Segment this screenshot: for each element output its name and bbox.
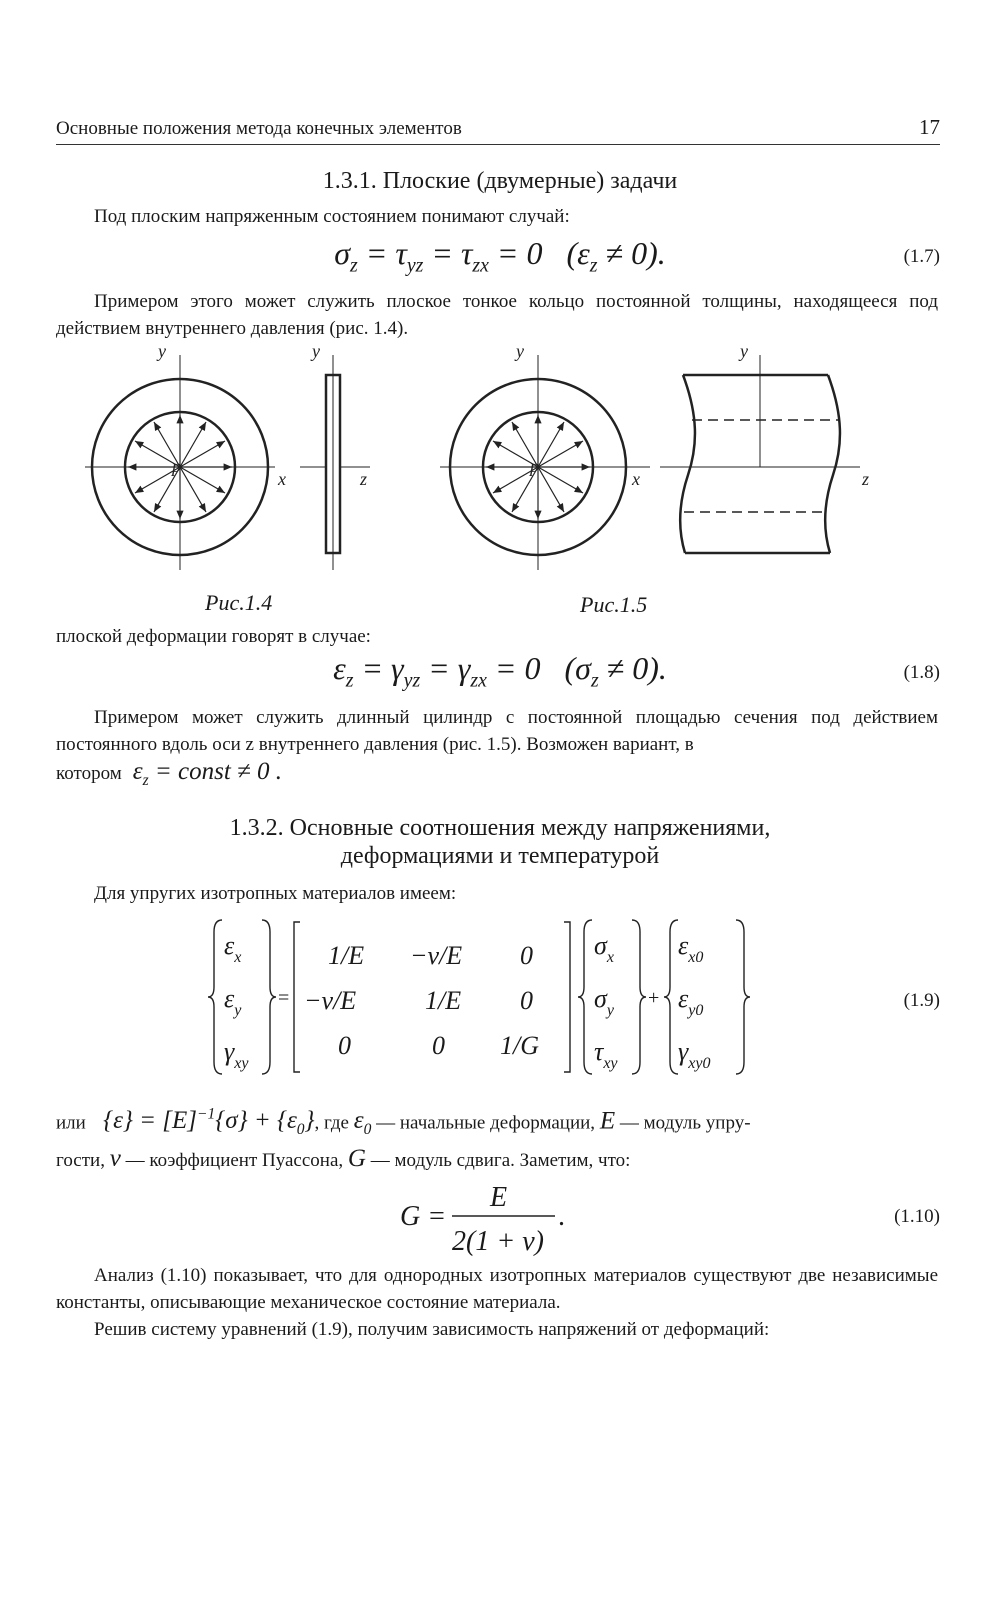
text-kotorom: котором: [56, 763, 122, 784]
text-poisson: — коэффициент Пуассона,: [125, 1150, 344, 1171]
svg-text:εy: $\varepsilon_y$: [224, 984, 242, 1019]
svg-text:σy: $\sigma_y$: [594, 984, 614, 1019]
svg-text:εy0: $\varepsilon_{y0}$: [678, 984, 704, 1019]
paragraph-solving: Решив систему уравнений (1.9), получим зависимость напряжений от деформаций:: [94, 1319, 770, 1340]
svg-text:0: 0: [432, 1031, 445, 1060]
caption-fig-1-5: Рис.1.5: [580, 592, 648, 617]
cylinder-section-view: [440, 355, 650, 570]
fig15-axis-x: x: [632, 469, 640, 489]
text-gde: , где: [314, 1112, 349, 1134]
fig15-side-axis-y: y: [740, 341, 748, 361]
fig15-pressure: p: [530, 456, 539, 476]
svg-text:σx: $\sigma_x$: [594, 931, 614, 966]
fig15-axis-y: y: [516, 341, 524, 361]
equation-number-1-7: (1.7): [903, 246, 940, 267]
fig14-side-axis-z: z: [360, 469, 368, 489]
formula-matrix-form: $\{\varepsilon\} = [E]^{-1}\{\sigma\} + \{\varepsilon_0\}$: [90, 1106, 315, 1139]
fig14-pressure: p: [172, 456, 181, 476]
svg-text:.: .: [558, 1201, 565, 1232]
paragraph-matrix-form: или $\{\varepsilon\} = [E]^{-1}\{\sigma\} + \{\varepsilon_0\}$, где $\varepsilon_0$ — начальные деформации, E — модуль упру-: [56, 1106, 751, 1139]
equation-1-10: [390, 1178, 610, 1258]
equation-number-1-8: (1.8): [903, 662, 940, 683]
section-title-1-3-2-line2: деформациями и температурой: [340, 843, 660, 869]
fig14-axis-x: x: [278, 469, 286, 489]
equation-number-1-10: (1.10): [894, 1206, 940, 1227]
fig15-side-axis-z: z: [862, 469, 870, 489]
svg-text:G =: G =: [400, 1201, 447, 1232]
text-gosti: гости,: [56, 1150, 105, 1171]
svg-text:−ν/E: −ν/E: [410, 941, 463, 970]
svg-text:0: 0: [338, 1031, 351, 1060]
svg-text:τxy: $\tau_{xy}$: [594, 1037, 618, 1072]
paragraph-analysis: Анализ (1.10) показывает, что для однородных изотропных материалов существуют две независимые константы, описывающие механическое состояние материала.: [56, 1265, 938, 1313]
text-modulus: — модуль упру-: [619, 1112, 751, 1134]
equation-1-8: $\varepsilon_z = \gamma_{yz} = \gamma_{zx} = 0$ $(\sigma_z \ne 0)$.: [333, 650, 667, 692]
paragraph-ring-example: Примером этого может служить плоское тонкое кольцо постоянной толщины, находящееся под действием внутреннего давления (рис. 1.4).: [56, 291, 938, 339]
svg-text:2(1 + ν): 2(1 + ν): [452, 1226, 544, 1257]
svg-text:1/E: 1/E: [328, 941, 365, 970]
paragraph-isotropic: Для упругих изотропных материалов имеем:: [94, 883, 457, 904]
cylinder-side-view: [660, 355, 860, 553]
svg-text:−ν/E: −ν/E: [304, 986, 357, 1015]
equation-number-1-9: (1.9): [903, 990, 940, 1011]
svg-text:1/G: 1/G: [500, 1031, 539, 1060]
svg-text:1/E: 1/E: [425, 986, 462, 1015]
caption-fig-1-4: Рис.1.4: [205, 590, 273, 615]
svg-text:γxy0: $\gamma_{xy0}$: [678, 1037, 711, 1072]
running-header: [56, 114, 940, 145]
paragraph-plane-strain: плоской деформации говорят в случае:: [56, 626, 371, 647]
svg-text:εx: $\varepsilon_x$: [224, 931, 242, 966]
equation-1-7: $\sigma_z = \tau_{yz} = \tau_{zx} = 0$ $(\varepsilon_z \ne 0)$.: [334, 235, 666, 277]
paragraph-plane-stress: Под плоским напряженным состоянием понимают случай:: [94, 206, 570, 227]
svg-text:E: E: [490, 1182, 508, 1213]
paragraph-cylinder-end: [56, 758, 938, 794]
fig14-axis-y: y: [158, 341, 166, 361]
svg-text:0: 0: [520, 941, 533, 970]
svg-text:γxy: $\gamma_{xy}$: [224, 1037, 249, 1072]
text-ili: или: [56, 1112, 86, 1134]
svg-text:εx0: $\varepsilon_{x0}$: [678, 931, 704, 966]
svg-text:0: 0: [520, 986, 533, 1015]
page-number: 17: [919, 115, 940, 139]
formula-eps-const: $\varepsilon_z$ = const ≠ 0 .: [126, 758, 283, 789]
section-title-1-3-2-line1: 1.3.2. Основные соотношения между напряжениями,: [229, 815, 771, 841]
header-title: Основные положения метода конечных элементов: [56, 118, 462, 139]
fig14-side-axis-y: y: [312, 341, 320, 361]
text-initial-strains: — начальные деформации,: [376, 1112, 596, 1134]
svg-text:+: +: [648, 987, 660, 1009]
figures-1-4-1-5: [0, 335, 1000, 625]
section-title-1-3-1: 1.3.1. Плоские (двумерные) задачи: [322, 168, 678, 194]
equation-1-9: [200, 912, 760, 1082]
paragraph-cylinder-example: Примером может служить длинный цилиндр с постоянной площадью сечения под действием постоянного вдоль оси z внутреннего давления (рис. 1.5). Возможен вариант, в: [56, 707, 938, 755]
text-shear-modulus: — модуль сдвига. Заметим, что:: [370, 1150, 631, 1171]
ring-side-view: [300, 355, 370, 570]
paragraph-poisson: гости, ν — коэффициент Пуассона, G — модуль сдвига. Заметим, что:: [56, 1145, 631, 1172]
svg-text:=: =: [278, 987, 290, 1009]
